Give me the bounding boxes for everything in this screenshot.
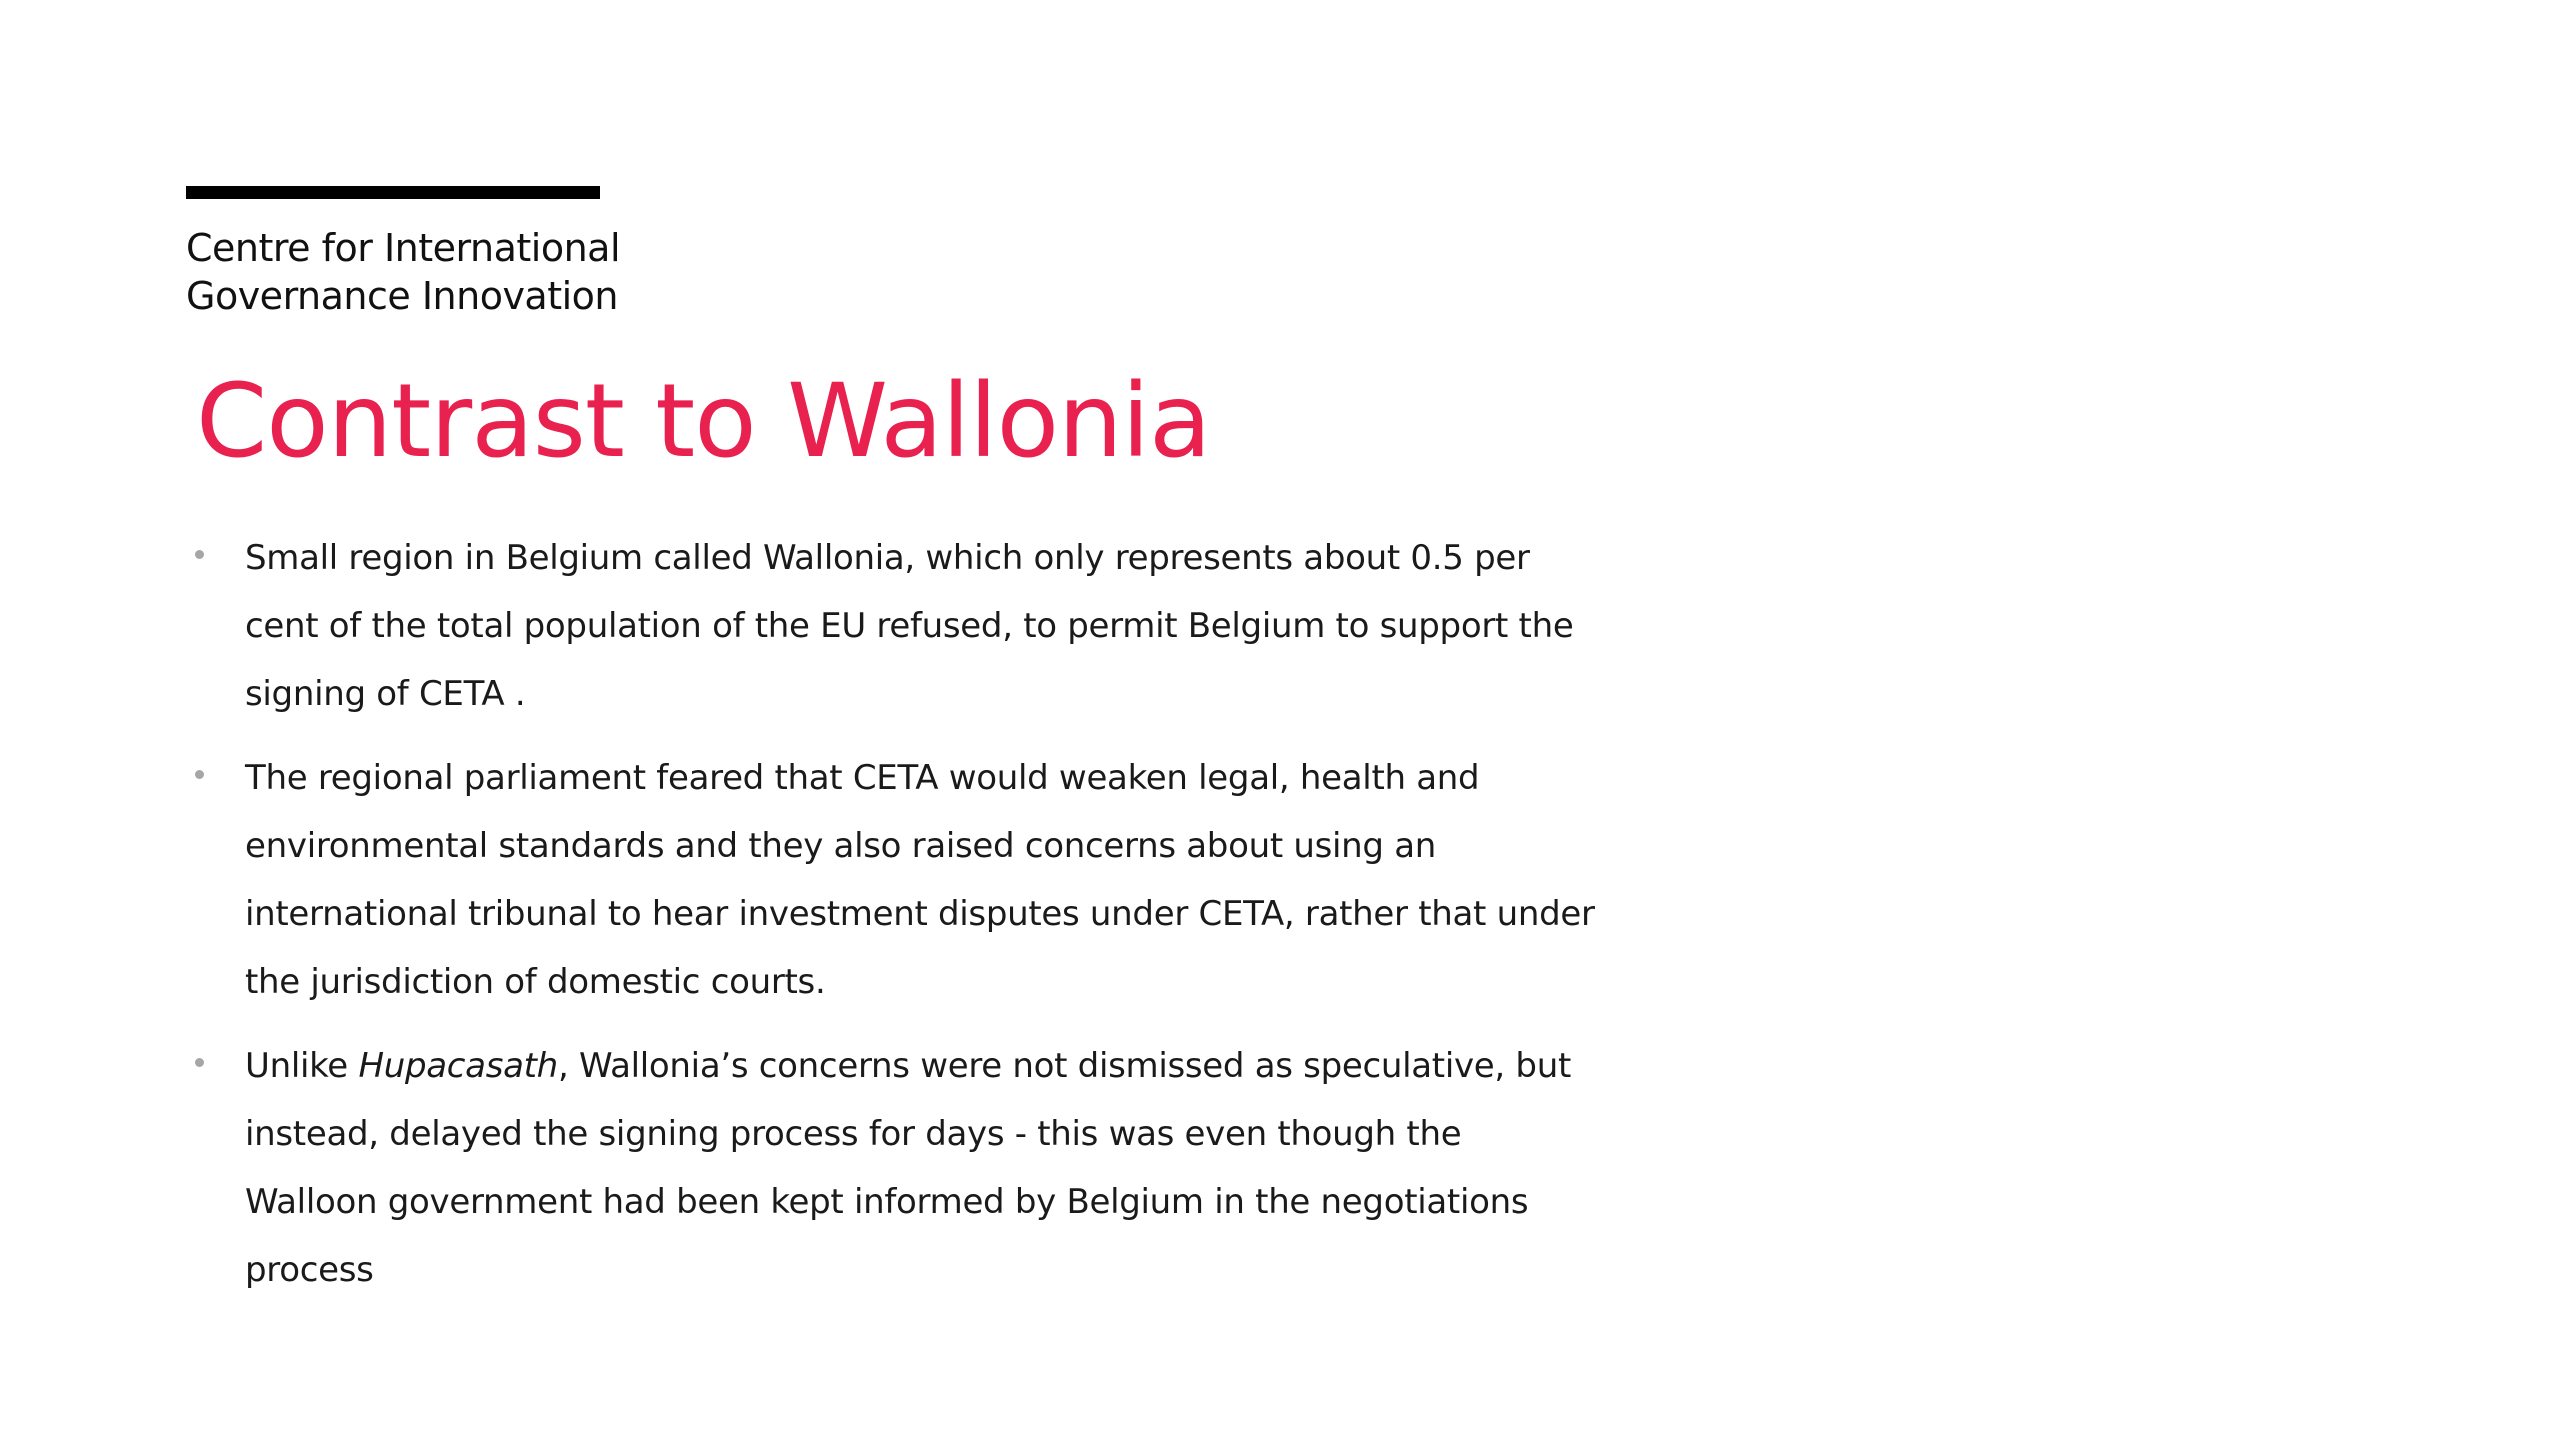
logo-line-1: Centre for International [186,226,620,270]
logo-line-2: Governance Innovation [186,274,619,318]
bullet-text [245,1032,1595,1304]
cigi-logo [186,186,620,320]
bullet-dot-icon [195,550,204,559]
bullet-dot-icon [195,1058,204,1067]
bullet-item [195,744,1595,1016]
bullet-text-suffix: , Wallonia’s concerns were not dismissed as speculative, but instead, delayed the signing process for days - this was even though the Walloon government had been kept informed by Belgium in the negotiations process [245,1046,1571,1290]
bullet-item [195,1032,1595,1304]
bullet-item [195,524,1595,728]
slide-title: Contrast to Wallonia [196,362,1211,481]
logo-rule [186,186,600,199]
bullet-text-prefix: Unlike [245,1046,359,1086]
bullet-dot-icon [195,770,204,779]
bullet-text: The regional parliament feared that CETA would weaken legal, health and environmental standards and they also raised concerns about using an international tribunal to hear investment disputes under CETA, rather that under the jurisdiction of domestic courts. [245,758,1595,1002]
case-name: Hupacasath [358,1046,558,1086]
bullet-list [195,524,1595,1320]
bullet-text: Small region in Belgium called Wallonia, which only represents about 0.5 per cent of the total population of the EU refused, to permit Belgium to support the signing of CETA . [245,538,1574,714]
